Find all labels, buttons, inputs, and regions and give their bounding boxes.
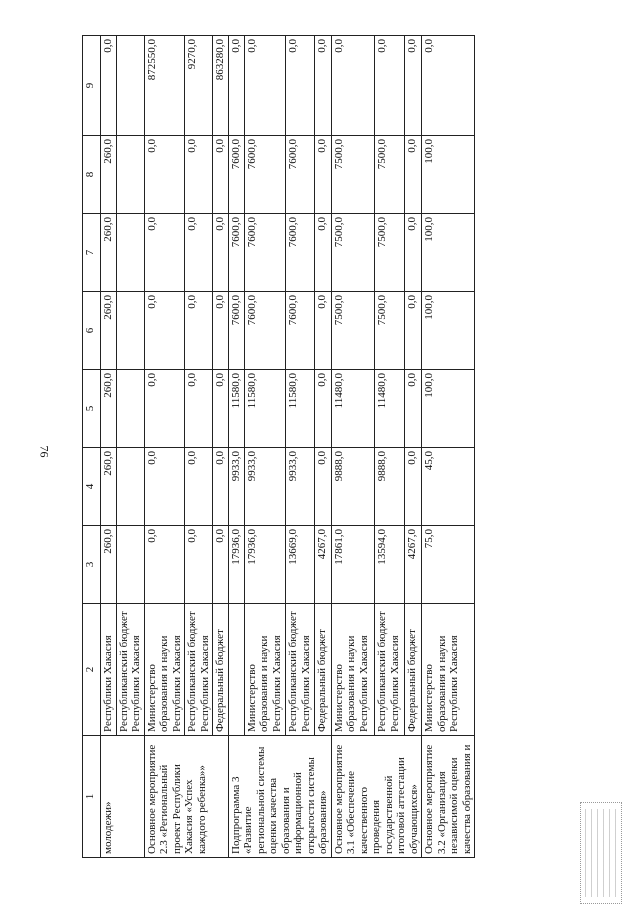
table-row xyxy=(422,36,475,858)
value-cell: 0,0 xyxy=(144,136,185,214)
value-cell: 9270,0 xyxy=(185,36,213,136)
value-cell: 0,0 xyxy=(286,36,315,136)
value-cell: 0,0 xyxy=(315,448,331,526)
value-cell: 0,0 xyxy=(185,292,213,370)
funding-source: Республиканский бюджет Республики Хакасия xyxy=(185,604,213,736)
table-row xyxy=(101,36,117,858)
column-header: 1 xyxy=(83,736,101,858)
table-row xyxy=(228,36,244,858)
value-cell: 260,0 xyxy=(101,448,117,526)
activity-name: Основное мероприятие 3.1 «Обеспечение качественного проведения государственной итоговой аттестации обучающихся» xyxy=(331,736,422,858)
table-row xyxy=(375,36,405,858)
value-cell: 0,0 xyxy=(315,36,331,136)
column-header: 7 xyxy=(83,214,101,292)
value-cell: 0,0 xyxy=(315,370,331,448)
value-cell: 0,0 xyxy=(213,292,229,370)
value-cell: 0,0 xyxy=(185,526,213,604)
column-header: 5 xyxy=(83,370,101,448)
table-row xyxy=(244,36,286,858)
budget-table xyxy=(82,35,475,858)
value-cell: 260,0 xyxy=(101,136,117,214)
value-cell: 7600,0 xyxy=(244,292,286,370)
value-cell: 0,0 xyxy=(422,36,475,136)
value-cell: 7500,0 xyxy=(375,292,405,370)
table-row xyxy=(213,36,229,858)
value-cell: 0,0 xyxy=(213,214,229,292)
value-cell: 100,0 xyxy=(422,370,475,448)
activity-name: Подпрограмма 3 «Развитие региональной системы оценки качества образования и информационной открытости системы образования» xyxy=(228,736,331,858)
value-cell: 0,0 xyxy=(101,36,117,136)
table-row xyxy=(405,36,422,858)
funding-source: Республики Хакасия xyxy=(101,604,117,736)
value-cell: 0,0 xyxy=(213,370,229,448)
activity-name: молодежи» xyxy=(101,736,145,858)
value-cell: 260,0 xyxy=(101,214,117,292)
value-cell: 11580,0 xyxy=(244,370,286,448)
column-header: 3 xyxy=(83,526,101,604)
value-cell: 7500,0 xyxy=(331,292,375,370)
value-cell: 260,0 xyxy=(101,526,117,604)
value-cell: 7500,0 xyxy=(375,136,405,214)
value-cell: 260,0 xyxy=(101,370,117,448)
value-cell: 7500,0 xyxy=(331,136,375,214)
value-cell xyxy=(116,448,144,526)
value-cell: 7500,0 xyxy=(375,214,405,292)
value-cell: 0,0 xyxy=(405,36,422,136)
column-header: 9 xyxy=(83,36,101,136)
funding-source: Федеральный бюджет xyxy=(315,604,331,736)
table-row xyxy=(185,36,213,858)
table-row xyxy=(116,36,144,858)
registry-stamp xyxy=(580,802,622,904)
funding-source xyxy=(228,604,244,736)
value-cell: 45,0 xyxy=(422,448,475,526)
rotated-table-area xyxy=(82,36,608,858)
value-cell: 7600,0 xyxy=(286,292,315,370)
funding-source: Федеральный бюджет xyxy=(405,604,422,736)
table-row xyxy=(315,36,331,858)
column-header: 4 xyxy=(83,448,101,526)
funding-source: Министерство образования и науки Республики Хакасия xyxy=(422,604,475,736)
table-row xyxy=(286,36,315,858)
value-cell: 100,0 xyxy=(422,214,475,292)
value-cell: 0,0 xyxy=(213,136,229,214)
value-cell: 0,0 xyxy=(405,370,422,448)
value-cell: 0,0 xyxy=(405,292,422,370)
value-cell: 17861,0 xyxy=(331,526,375,604)
value-cell: 0,0 xyxy=(244,36,286,136)
value-cell: 0,0 xyxy=(185,448,213,526)
value-cell: 4267,0 xyxy=(405,526,422,604)
value-cell: 0,0 xyxy=(375,36,405,136)
value-cell: 11580,0 xyxy=(286,370,315,448)
activity-name: Основное мероприятие 3.2 «Организация независимой оценки качества образования и xyxy=(422,736,475,858)
value-cell: 7600,0 xyxy=(244,136,286,214)
funding-source: Республиканский бюджет Республики Хакасия xyxy=(286,604,315,736)
value-cell xyxy=(116,292,144,370)
value-cell: 0,0 xyxy=(213,448,229,526)
funding-source: Республиканский бюджет Республики Хакасия xyxy=(375,604,405,736)
table-row xyxy=(331,36,375,858)
value-cell: 0,0 xyxy=(144,214,185,292)
value-cell: 9933,0 xyxy=(244,448,286,526)
value-cell: 13669,0 xyxy=(286,526,315,604)
value-cell: 0,0 xyxy=(228,36,244,136)
value-cell: 75,0 xyxy=(422,526,475,604)
value-cell: 7600,0 xyxy=(228,214,244,292)
value-cell: 0,0 xyxy=(185,136,213,214)
funding-source: Министерство образования и науки Республики Хакасия xyxy=(331,604,375,736)
column-header: 8 xyxy=(83,136,101,214)
value-cell: 7600,0 xyxy=(228,136,244,214)
page-number: 76 xyxy=(37,445,52,458)
value-cell xyxy=(116,136,144,214)
value-cell: 0,0 xyxy=(331,36,375,136)
funding-source: Министерство образования и науки Республики Хакасия xyxy=(144,604,185,736)
value-cell: 0,0 xyxy=(405,136,422,214)
value-cell: 13594,0 xyxy=(375,526,405,604)
value-cell: 9888,0 xyxy=(331,448,375,526)
funding-source: Республиканский бюджет Республики Хакасия xyxy=(116,604,144,736)
value-cell: 11580,0 xyxy=(228,370,244,448)
value-cell: 9933,0 xyxy=(228,448,244,526)
value-cell: 11480,0 xyxy=(331,370,375,448)
value-cell: 7600,0 xyxy=(228,292,244,370)
funding-source: Министерство образования и науки Республики Хакасия xyxy=(244,604,286,736)
funding-source: Федеральный бюджет xyxy=(213,604,229,736)
value-cell: 4267,0 xyxy=(315,526,331,604)
value-cell: 0,0 xyxy=(144,292,185,370)
activity-name: Основное мероприятие 2.3 «Региональный проект Республики Хакасия «Успех каждого ребенка»» xyxy=(144,736,228,858)
value-cell xyxy=(116,214,144,292)
value-cell: 7600,0 xyxy=(286,136,315,214)
value-cell: 0,0 xyxy=(144,448,185,526)
column-header: 6 xyxy=(83,292,101,370)
table-row xyxy=(144,36,185,858)
value-cell: 100,0 xyxy=(422,136,475,214)
value-cell: 0,0 xyxy=(144,370,185,448)
value-cell xyxy=(116,36,144,136)
value-cell: 7500,0 xyxy=(331,214,375,292)
value-cell: 0,0 xyxy=(315,214,331,292)
value-cell xyxy=(116,370,144,448)
value-cell: 0,0 xyxy=(405,214,422,292)
value-cell: 863280,0 xyxy=(213,36,229,136)
value-cell: 9888,0 xyxy=(375,448,405,526)
value-cell: 0,0 xyxy=(144,526,185,604)
value-cell: 0,0 xyxy=(315,136,331,214)
value-cell: 0,0 xyxy=(213,526,229,604)
value-cell: 0,0 xyxy=(185,214,213,292)
value-cell: 17936,0 xyxy=(244,526,286,604)
value-cell: 7600,0 xyxy=(244,214,286,292)
value-cell: 100,0 xyxy=(422,292,475,370)
value-cell xyxy=(116,526,144,604)
value-cell: 17936,0 xyxy=(228,526,244,604)
value-cell: 260,0 xyxy=(101,292,117,370)
value-cell: 0,0 xyxy=(405,448,422,526)
value-cell: 7600,0 xyxy=(286,214,315,292)
value-cell: 9933,0 xyxy=(286,448,315,526)
header-row xyxy=(83,36,101,858)
value-cell: 872550,0 xyxy=(144,36,185,136)
column-header: 2 xyxy=(83,604,101,736)
value-cell: 0,0 xyxy=(315,292,331,370)
value-cell: 0,0 xyxy=(185,370,213,448)
value-cell: 11480,0 xyxy=(375,370,405,448)
